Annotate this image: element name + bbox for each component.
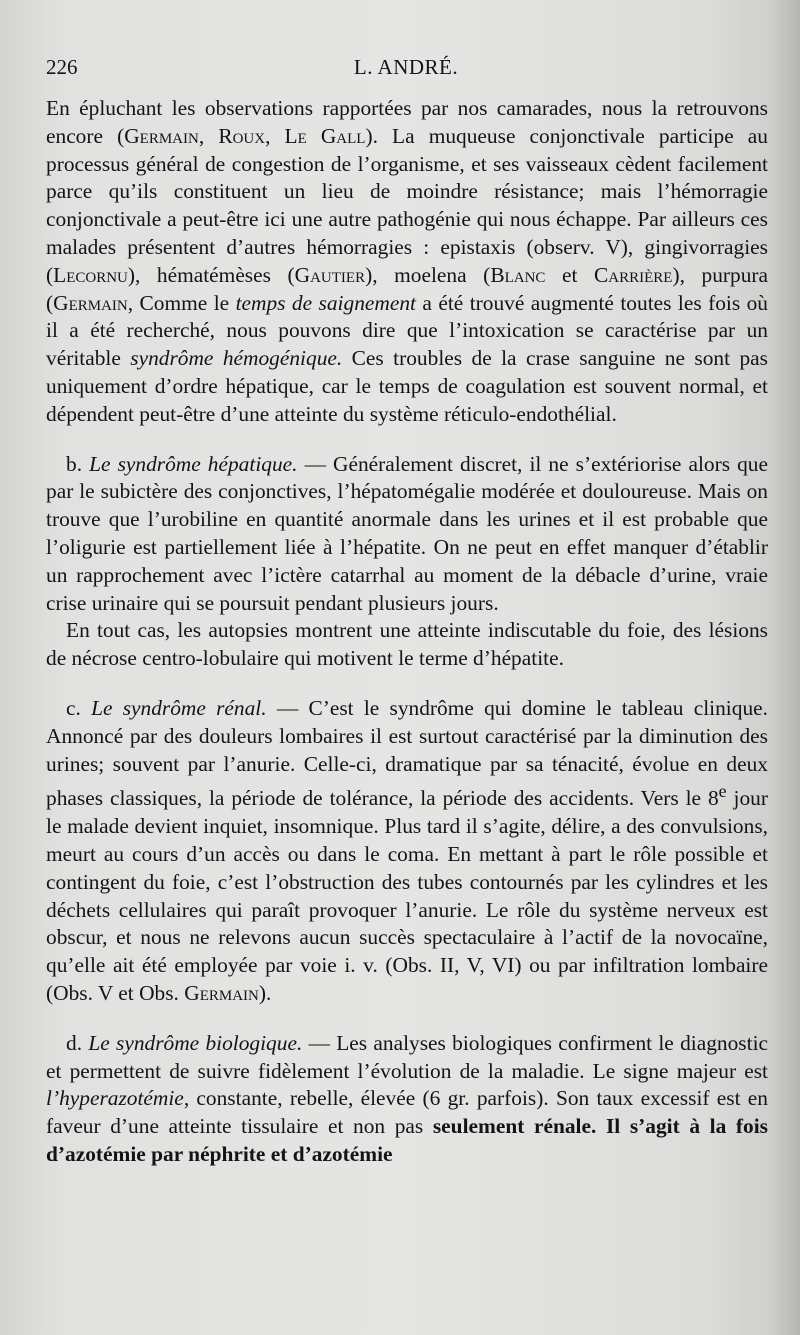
author-name: Gautier (294, 262, 366, 287)
text-run: ), moelena ( (365, 262, 491, 287)
text-run: a été trouvé augmenté toutes les fois où il a été recherché, nous pouvons dire que l’intoxication se caractérise par un véritable (46, 290, 768, 371)
author-name: Germain (53, 290, 128, 315)
text-run: ). (258, 981, 272, 1006)
superscript: e (718, 781, 727, 802)
paragraph-renal-syndrome (46, 695, 768, 1008)
section-heading: Le syndrôme hépatique. (89, 451, 298, 476)
paragraph-hepatic-syndrome (46, 451, 768, 618)
paragraph-hemorrhage (46, 95, 768, 429)
paragraph-biological-syndrome (46, 1030, 768, 1169)
italic-term: temps de saignement (235, 290, 416, 315)
italic-term: l’hyperazotémie (46, 1086, 184, 1111)
page-header (46, 55, 766, 85)
text-run: , (265, 123, 285, 148)
section-heading: Le syndrôme rénal. (91, 695, 267, 720)
text-run: , Comme le (127, 290, 236, 315)
author-name: Roux (218, 123, 266, 148)
text-run: et (545, 262, 595, 287)
running-head: L. ANDRÉ. (353, 55, 459, 79)
paragraph-autopsies (46, 617, 768, 673)
author-name: Carrière (594, 262, 673, 287)
text-run: , (198, 123, 219, 148)
body-text (46, 95, 768, 1169)
text-run: ), hématémèses ( (127, 262, 295, 287)
section-label: d. (66, 1030, 89, 1055)
page-number: 226 (46, 55, 78, 79)
text-run: ). La muqueuse conjonctivale participe au processus général de congestion de l’organisme, et ses vaisseaux cèdent facilement parce qu’ils constituent un lieu de moindre résistance; mais l’hémorragie conjonctivale a peut-être ici une autre pathogénie qui nous échappe. Par ailleurs ces malades présentent d’autres hémorragies : epistaxis (observ. V), gingivorragies ( (46, 123, 768, 287)
text-run: — Généralement discret, il ne s’extériorise alors que par le subictère des conjonctives, l’hépatomégalie modérée et douloureuse. Mais on trouve que l’urobiline en quantité anormale dans les urines et il est probable que l’oligurie est partiellement liée à l’hépatite. On ne peut en effet manquer d’établir un rapprochement avec l’ictère catarrhal au moment de la débacle d’urine, vraie crise urinaire qui se poursuit pendant plusieurs jours. (46, 451, 768, 615)
section-label: c. (66, 695, 92, 720)
text-run: — C’est le syndrôme qui domine le tableau clinique. Annoncé par des douleurs lombaires il est surtout caractérisé par la diminution des urines; souvent par l’anurie. Celle-ci, dramatique par sa ténacité, évolue en deux phases classiques, la période de tolérance, la période des accidents. Vers le 8 (46, 695, 768, 811)
bold-text: seulement rénale. Il s’agit à la fois d’azotémie par néphrite et d’azotémie (46, 1114, 768, 1167)
text-run: En tout cas, les autopsies montrent une atteinte indiscutable du foie, des lésions de nécrose centro-lobulaire qui motivent le terme d’hépatite. (46, 618, 768, 671)
author-name: Germain (184, 981, 259, 1006)
text-run: jour le malade devient inquiet, insomnique. Plus tard il s’agite, délire, a des convulsions, meurt au cours d’un accès ou dans le coma. En mettant à part le rôle possible et contingent du foie, c’est l’obstruction des tubes contournés par les cylindres et les déchets cellulaires qui paraît provoquer l’anurie. Le rôle du système nerveux est obscur, et nous ne relevons aucun succès spectaculaire à l’actif de la novocaïne, qu’elle ait été employée par voie i. v. (Obs. II, V, VI) ou par infiltration lombaire (Obs. V et Obs. (46, 786, 768, 1006)
author-name: Blanc (490, 262, 546, 287)
text-run: — Les analyses biologiques confirment le diagnostic et permettent de suivre fidèlement l’évolution de la maladie. Le signe majeur est (46, 1030, 769, 1083)
text-run: ), purpura ( (46, 262, 769, 315)
text-run: En épluchant les observations rapportées par nos camarades, nous la retrouvons encore ( (46, 96, 768, 148)
text-run: , constante, rebelle, élevée (6 gr. parfois). Son taux excessif est en faveur d’une atteinte tissulaire et non pas (46, 1086, 768, 1139)
author-name: Le Gall (284, 123, 366, 148)
author-name: Germain (124, 123, 199, 148)
author-name: Lecornu (53, 262, 128, 287)
italic-term: syndrôme hémogénique. (130, 346, 343, 371)
text-run: Ces troubles de la crase sanguine ne sont pas uniquement d’ordre hépatique, car le temps de coagulation est souvent normal, et dépendent peut-être d’une atteinte du système réticulo-endothélial. (46, 346, 768, 426)
section-heading: Le syndrôme biologique. (88, 1030, 303, 1055)
section-label: b. (66, 451, 90, 476)
